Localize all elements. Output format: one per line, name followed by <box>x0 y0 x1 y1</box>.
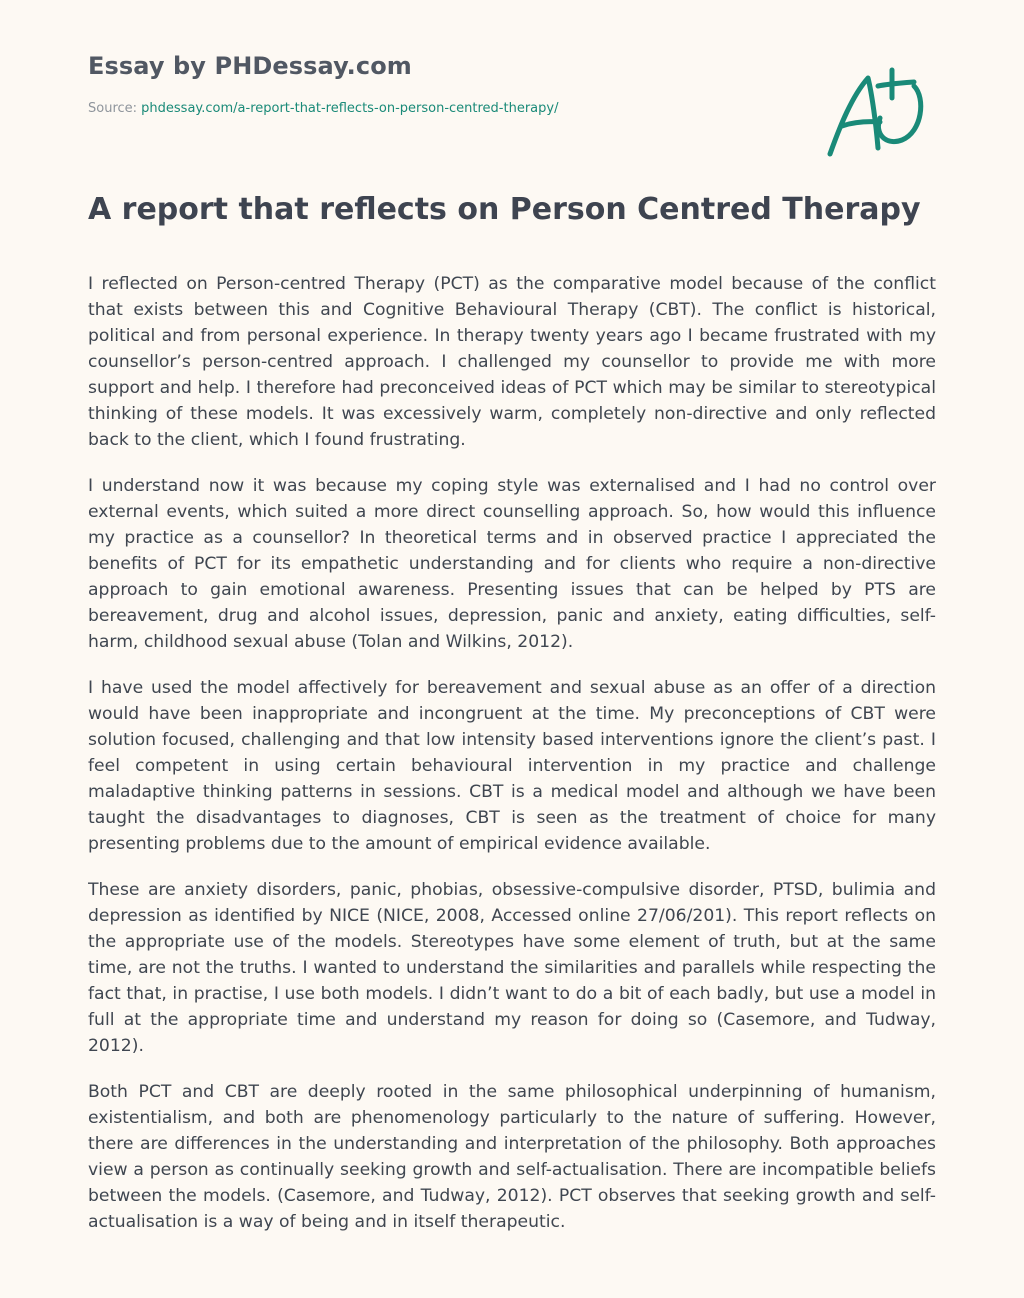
essay-paragraph: I reflected on Person-centred Therapy (PCT) as the comparative model because of the conflict that exists between this and Cognitive Behavioural Therapy (CBT). The conflict is historical, political and from personal experience. In therapy twenty years ago I became frustrated with my counsellor’s person-centred approach. I challenged my counsellor to provide me with more support and help. I therefore had preconceived ideas of PCT which may be similar to stereotypical thinking of these models. It was excessively warm, completely non-directive and only reflected back to the client, which I found frustrating. <box>88 274 936 450</box>
site-brand: Essay by PHDessay.com <box>88 52 412 80</box>
essay-title: A report that reflects on Person Centred Therapy <box>88 192 921 227</box>
essay-paragraph: I understand now it was because my coping style was externalised and I had no control over external events, which suited a more direct counselling approach. So, how would this influence my practice as a counsellor? In theoretical terms and in observed practice I appreciated the benefits of PCT for its empathetic understanding and for clients who require a non-directive approach to gain emotional awareness. Presenting issues that can be helped by PTS are bereavement, drug and alcohol issues, depression, panic and anxiety, eating difficulties, self-harm, childhood sexual abuse (Tolan and Wilkins, 2012). <box>88 476 936 652</box>
a-plus-grade-icon <box>822 64 932 164</box>
essay-paragraph: These are anxiety disorders, panic, phobias, obsessive-compulsive disorder, PTSD, bulimia and depression as identified by NICE (NICE, 2008, Accessed online 27/06/201). This report reflects on the appropriate use of the models. Stereotypes have some element of truth, but at the same time, are not the truths. I wanted to understand the similarities and parallels while respecting the fact that, in practise, I use both models. I didn’t want to do a bit of each badly, but use a model in full at the appropriate time and understand my reason for doing so (Casemore, and Tudway, 2012). <box>88 880 936 1056</box>
source-label: Source: <box>88 101 138 116</box>
essay-body <box>88 271 936 1249</box>
source-line <box>88 100 788 118</box>
essay-paragraph: I have used the model affectively for bereavement and sexual abuse as an offer of a direction would have been inappropriate and incongruent at the time. My preconceptions of CBT were solution focused, challenging and that low intensity based interventions ignore the client’s past. I feel competent in using certain behavioural intervention in my practice and challenge maladaptive thinking patterns in sessions. CBT is a medical model and although we have been taught the disadvantages to diagnoses, CBT is seen as the treatment of choice for many presenting problems due to the amount of empirical evidence available. <box>88 678 936 854</box>
source-link[interactable]: phdessay.com/a-report-that-reflects-on-person-centred-therapy/ <box>141 101 559 116</box>
page-header <box>88 50 788 118</box>
essay-paragraph: Both PCT and CBT are deeply rooted in the same philosophical underpinning of humanism, existentialism, and both are phenomenology particularly to the nature of suffering. However, there are differences in the understanding and interpretation of the philosophy. Both approaches view a person as continually seeking growth and self-actualisation. There are incompatible beliefs between the models. (Casemore, and Tudway, 2012). PCT observes that seeking growth and self-actualisation is a way of being and in itself therapeutic. <box>88 1082 936 1232</box>
